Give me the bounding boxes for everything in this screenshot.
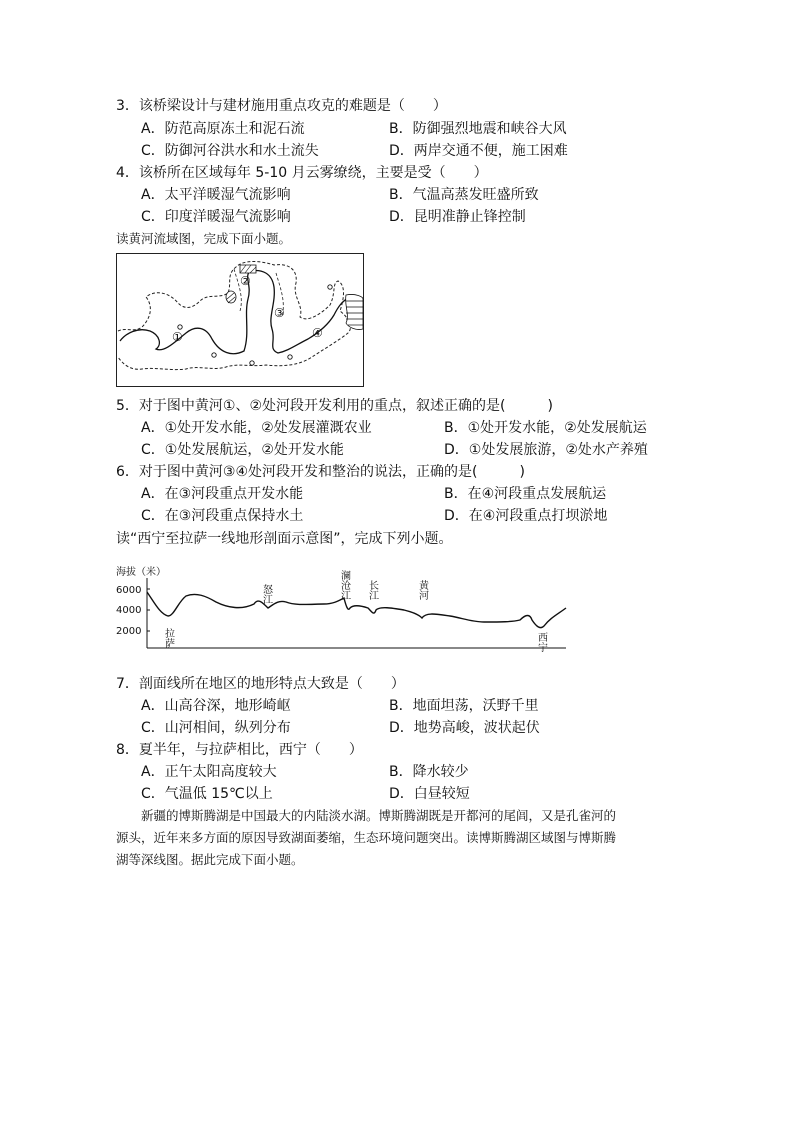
- yellow-river-intro: 读黄河流域图，完成下面小题。: [116, 231, 292, 246]
- passage-line-1: 新疆的博斯腾湖是中国最大的内陆淡水湖。博斯腾湖既是开都河的尾闾，又是孔雀河的: [141, 808, 617, 823]
- profile-river-huanghe: 黄河: [416, 580, 428, 600]
- yellow-river-map: [116, 253, 364, 387]
- city-dot: [250, 361, 254, 365]
- q6-option-a[interactable]: A．在③河段重点开发水能: [141, 486, 304, 502]
- q5-option-b[interactable]: B．①处开发水能，②处发展航运: [444, 420, 647, 436]
- q8-stem: 8．夏半年，与拉萨相比，西宁（ ）: [116, 742, 363, 758]
- q8-option-d[interactable]: D．白昼较短: [389, 786, 470, 802]
- q4-option-b[interactable]: B．气温高蒸发旺盛所致: [389, 187, 539, 203]
- profile-intro: 读“西宁至拉萨一线地形剖面示意图”，完成下列小题。: [116, 531, 453, 547]
- q7-option-d[interactable]: D．地势高峻，波状起伏: [389, 720, 540, 736]
- city-dot: [288, 355, 292, 359]
- q7-option-c[interactable]: C．山河相间，纵列分布: [141, 720, 291, 736]
- q7-option-b[interactable]: B．地面坦荡，沃野千里: [389, 698, 539, 714]
- q7-stem: 7．剖面线所在地区的地形特点大致是（ ）: [116, 676, 405, 692]
- q3-option-b[interactable]: B．防御强烈地震和峡谷大风: [389, 121, 567, 137]
- q6-stem: 6．对于图中黄河③④处河段开发和整治的说法，正确的是( ): [116, 464, 525, 480]
- city-dot: [328, 285, 332, 289]
- q5-option-d[interactable]: D．①处发展旅游，②处水产养殖: [444, 442, 648, 458]
- city-dot: [212, 353, 216, 357]
- map-label-2: ②: [240, 274, 251, 288]
- hatched-area: [226, 291, 236, 303]
- q5-option-a[interactable]: A．①处开发水能，②处发展灌溉农业: [141, 420, 372, 436]
- profile-y-axis-title: 海拔（米）: [116, 567, 166, 578]
- q5-option-c[interactable]: C．①处发展航运，②处开发水能: [141, 442, 344, 458]
- city-dot: [178, 325, 182, 329]
- profile-river-changjiang: 长江: [366, 580, 378, 600]
- q3-stem: 3．该桥梁设计与建材施用重点攻克的难题是（ ）: [116, 98, 447, 114]
- q4-stem: 4．该桥所在区域每年 5-10 月云雾缭绕，主要是受（ ）: [116, 165, 488, 181]
- profile-end-lhasa: 拉萨: [162, 628, 174, 648]
- profile-tick-2000: 2000: [116, 626, 142, 637]
- profile-tick-6000: 6000: [116, 585, 142, 596]
- q4-option-a[interactable]: A．太平洋暖湿气流影响: [141, 187, 291, 203]
- passage-line-3: 湖等深线图。据此完成下面小题。: [116, 852, 304, 867]
- q4-option-c[interactable]: C．印度洋暖湿气流影响: [141, 209, 291, 225]
- passage-line-2: 源头，近年来多方面的原因导致湖面萎缩，生态环境问题突出。读博斯腾湖区域图与博斯腾: [116, 830, 617, 845]
- q4-option-d[interactable]: D．昆明准静止锋控制: [389, 209, 526, 225]
- q5-stem: 5．对于图中黄河①、②处河段开发利用的重点，叙述正确的是( ): [116, 398, 553, 414]
- q3-option-a[interactable]: A．防范高原冻土和泥石流: [141, 121, 305, 137]
- profile-end-xining: 西宁: [535, 632, 547, 652]
- q6-option-d[interactable]: D．在④河段重点打坝淤地: [444, 508, 608, 524]
- map-label-1: ①: [172, 330, 183, 344]
- map-label-4: ④: [312, 326, 323, 340]
- sea: [346, 294, 363, 329]
- q8-option-c[interactable]: C．气温低 15℃以上: [141, 786, 273, 802]
- q3-option-c[interactable]: C．防御河谷洪水和水土流失: [141, 143, 319, 159]
- q7-option-a[interactable]: A．山高谷深，地形崎岖: [141, 698, 291, 714]
- q6-option-c[interactable]: C．在③河段重点保持水土: [141, 508, 304, 524]
- profile-tick-4000: 4000: [116, 605, 142, 616]
- profile-river-lancang: 澜沧江: [338, 570, 350, 600]
- q8-option-a[interactable]: A．正午太阳高度较大: [141, 764, 277, 780]
- q8-option-b[interactable]: B．降水较少: [389, 764, 469, 780]
- map-label-3: ③: [274, 306, 285, 320]
- profile-river-nujiang: 怒江: [260, 584, 272, 604]
- terrain-profile-chart: [116, 562, 568, 658]
- terrain-line: [147, 592, 566, 628]
- q6-option-b[interactable]: B．在④河段重点发展航运: [444, 486, 607, 502]
- q3-option-d[interactable]: D．两岸交通不便，施工困难: [389, 143, 568, 159]
